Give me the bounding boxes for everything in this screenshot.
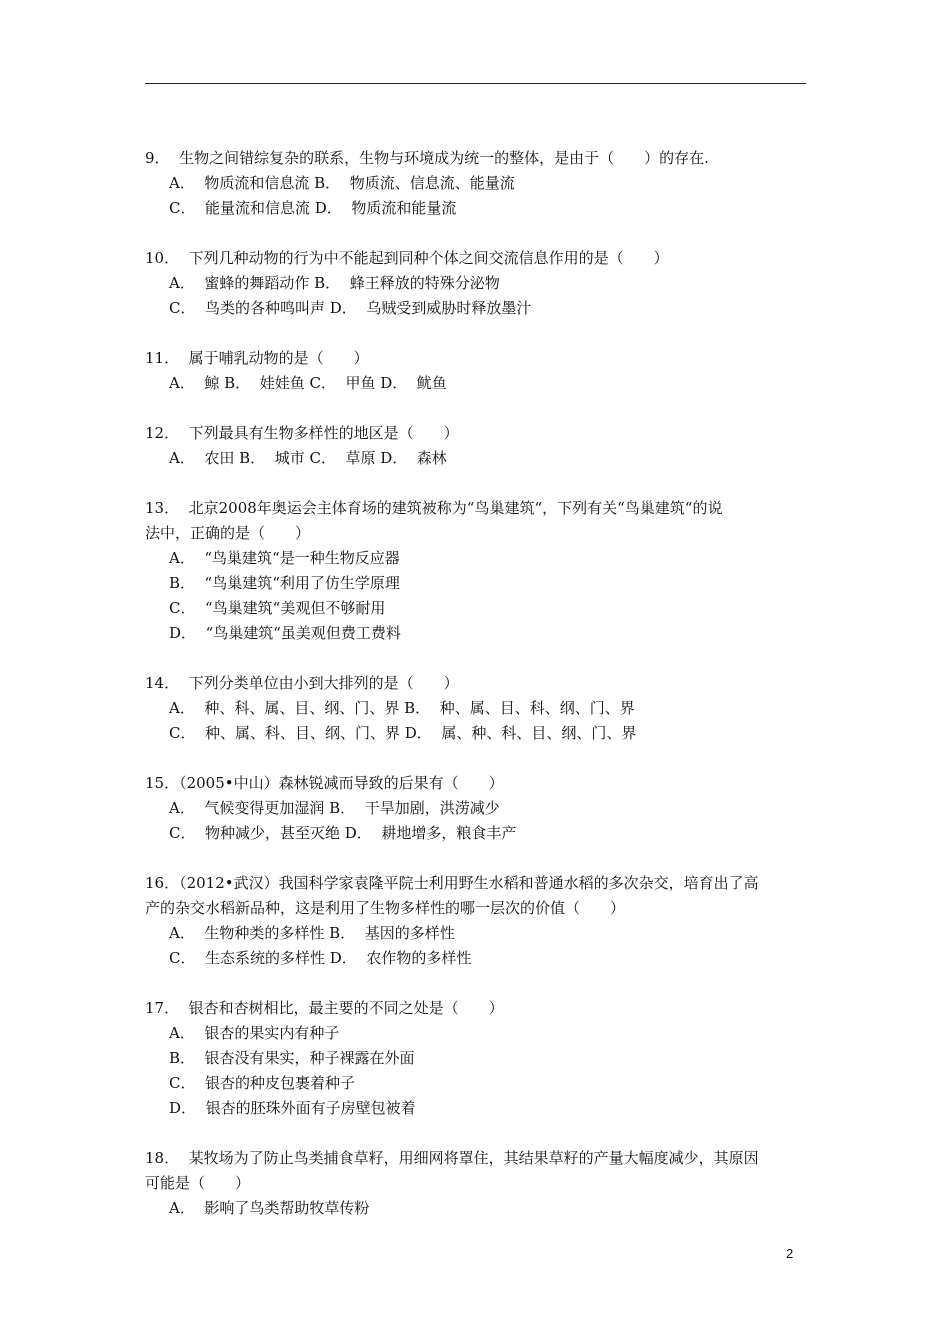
question-14 bbox=[145, 671, 810, 746]
question-12 bbox=[145, 421, 810, 471]
option-line: A． “鸟巢建筑“是一种生物反应器 bbox=[169, 549, 400, 567]
option-line: A． 种、科、属、目、纲、门、界 B． 种、属、目、科、纲、门、界 bbox=[169, 699, 635, 717]
question-stem: 18． 某牧场为了防止鸟类捕食草籽，用细网将罩住，其结果草籽的产量大幅度减少，其原因 bbox=[145, 1149, 759, 1167]
question-stem: 产的杂交水稻新品种，这是利用了生物多样性的哪一层次的价值（ ） bbox=[145, 899, 626, 917]
option-line: B． “鸟巢建筑“利用了仿生学原理 bbox=[169, 574, 400, 592]
option-line: A． 影响了鸟类帮助牧草传粉 bbox=[169, 1199, 370, 1217]
option-line: C． 种、属、科、目、纲、门、界 D． 属、种、科、目、纲、门、界 bbox=[169, 724, 637, 742]
question-10 bbox=[145, 246, 810, 321]
question-stem: 13． 北京2008年奥运会主体育场的建筑被称为“鸟巢建筑“，下列有关“鸟巢建筑“的说 bbox=[145, 499, 723, 517]
question-stem: 11． 属于哺乳动物的是（ ） bbox=[145, 349, 369, 367]
option-line: A． 银杏的果实内有种子 bbox=[169, 1024, 340, 1042]
question-17 bbox=[145, 996, 810, 1121]
option-line: B． 银杏没有果实，种子裸露在外面 bbox=[169, 1049, 415, 1067]
question-stem: 16．（2012•武汉）我国科学家袁隆平院士利用野生水稻和普通水稻的多次杂交，培育出了高 bbox=[145, 874, 759, 892]
question-stem: 12． 下列最具有生物多样性的地区是（ ） bbox=[145, 424, 459, 442]
page-number: 2 bbox=[786, 1246, 794, 1261]
option-line: A． 物质流和信息流 B． 物质流、信息流、能量流 bbox=[169, 174, 515, 192]
question-list bbox=[145, 146, 810, 1246]
question-11 bbox=[145, 346, 810, 396]
option-line: C． 鸟类的各种鸣叫声 D． 乌贼受到威胁时释放墨汁 bbox=[169, 299, 532, 317]
option-line: C． “鸟巢建筑“美观但不够耐用 bbox=[169, 599, 386, 617]
question-18 bbox=[145, 1146, 810, 1221]
question-stem: 10． 下列几种动物的行为中不能起到同种个体之间交流信息作用的是（ ） bbox=[145, 249, 669, 267]
question-stem: 9． 生物之间错综复杂的联系，生物与环境成为统一的整体，是由于（ ）的存在. bbox=[145, 149, 709, 167]
option-line: C． 生态系统的多样性 D． 农作物的多样性 bbox=[169, 949, 472, 967]
option-line: A． 鲸 B． 娃娃鱼 C． 甲鱼 D． 鱿鱼 bbox=[169, 374, 447, 392]
option-line: D． 银杏的胚珠外面有子房壁包被着 bbox=[169, 1099, 416, 1117]
question-13 bbox=[145, 496, 810, 646]
option-line: C． 能量流和信息流 D． 物质流和能量流 bbox=[169, 199, 457, 217]
question-stem: 15．（2005•中山）森林锐减而导致的后果有（ ） bbox=[145, 774, 504, 792]
option-line: C． 物种减少，甚至灭绝 D． 耕地增多，粮食丰产 bbox=[169, 824, 517, 842]
question-stem: 法中，正确的是（ ） bbox=[145, 524, 311, 542]
option-line: A． 生物种类的多样性 B． 基因的多样性 bbox=[169, 924, 455, 942]
option-line: D． “鸟巢建筑“虽美观但费工费料 bbox=[169, 624, 401, 642]
question-9 bbox=[145, 146, 810, 221]
question-stem: 可能是（ ） bbox=[145, 1174, 251, 1192]
question-stem: 14． 下列分类单位由小到大排列的是（ ） bbox=[145, 674, 459, 692]
question-16 bbox=[145, 871, 810, 971]
header-rule bbox=[145, 83, 806, 84]
option-line: A． 蜜蜂的舞蹈动作 B． 蜂王释放的特殊分泌物 bbox=[169, 274, 500, 292]
question-15 bbox=[145, 771, 810, 846]
question-stem: 17． 银杏和杏树相比，最主要的不同之处是（ ） bbox=[145, 999, 504, 1017]
option-line: A． 农田 B． 城市 C． 草原 D． 森林 bbox=[169, 449, 447, 467]
option-line: A． 气候变得更加湿润 B． 干旱加剧，洪涝减少 bbox=[169, 799, 500, 817]
option-line: C． 银杏的种皮包裹着种子 bbox=[169, 1074, 356, 1092]
